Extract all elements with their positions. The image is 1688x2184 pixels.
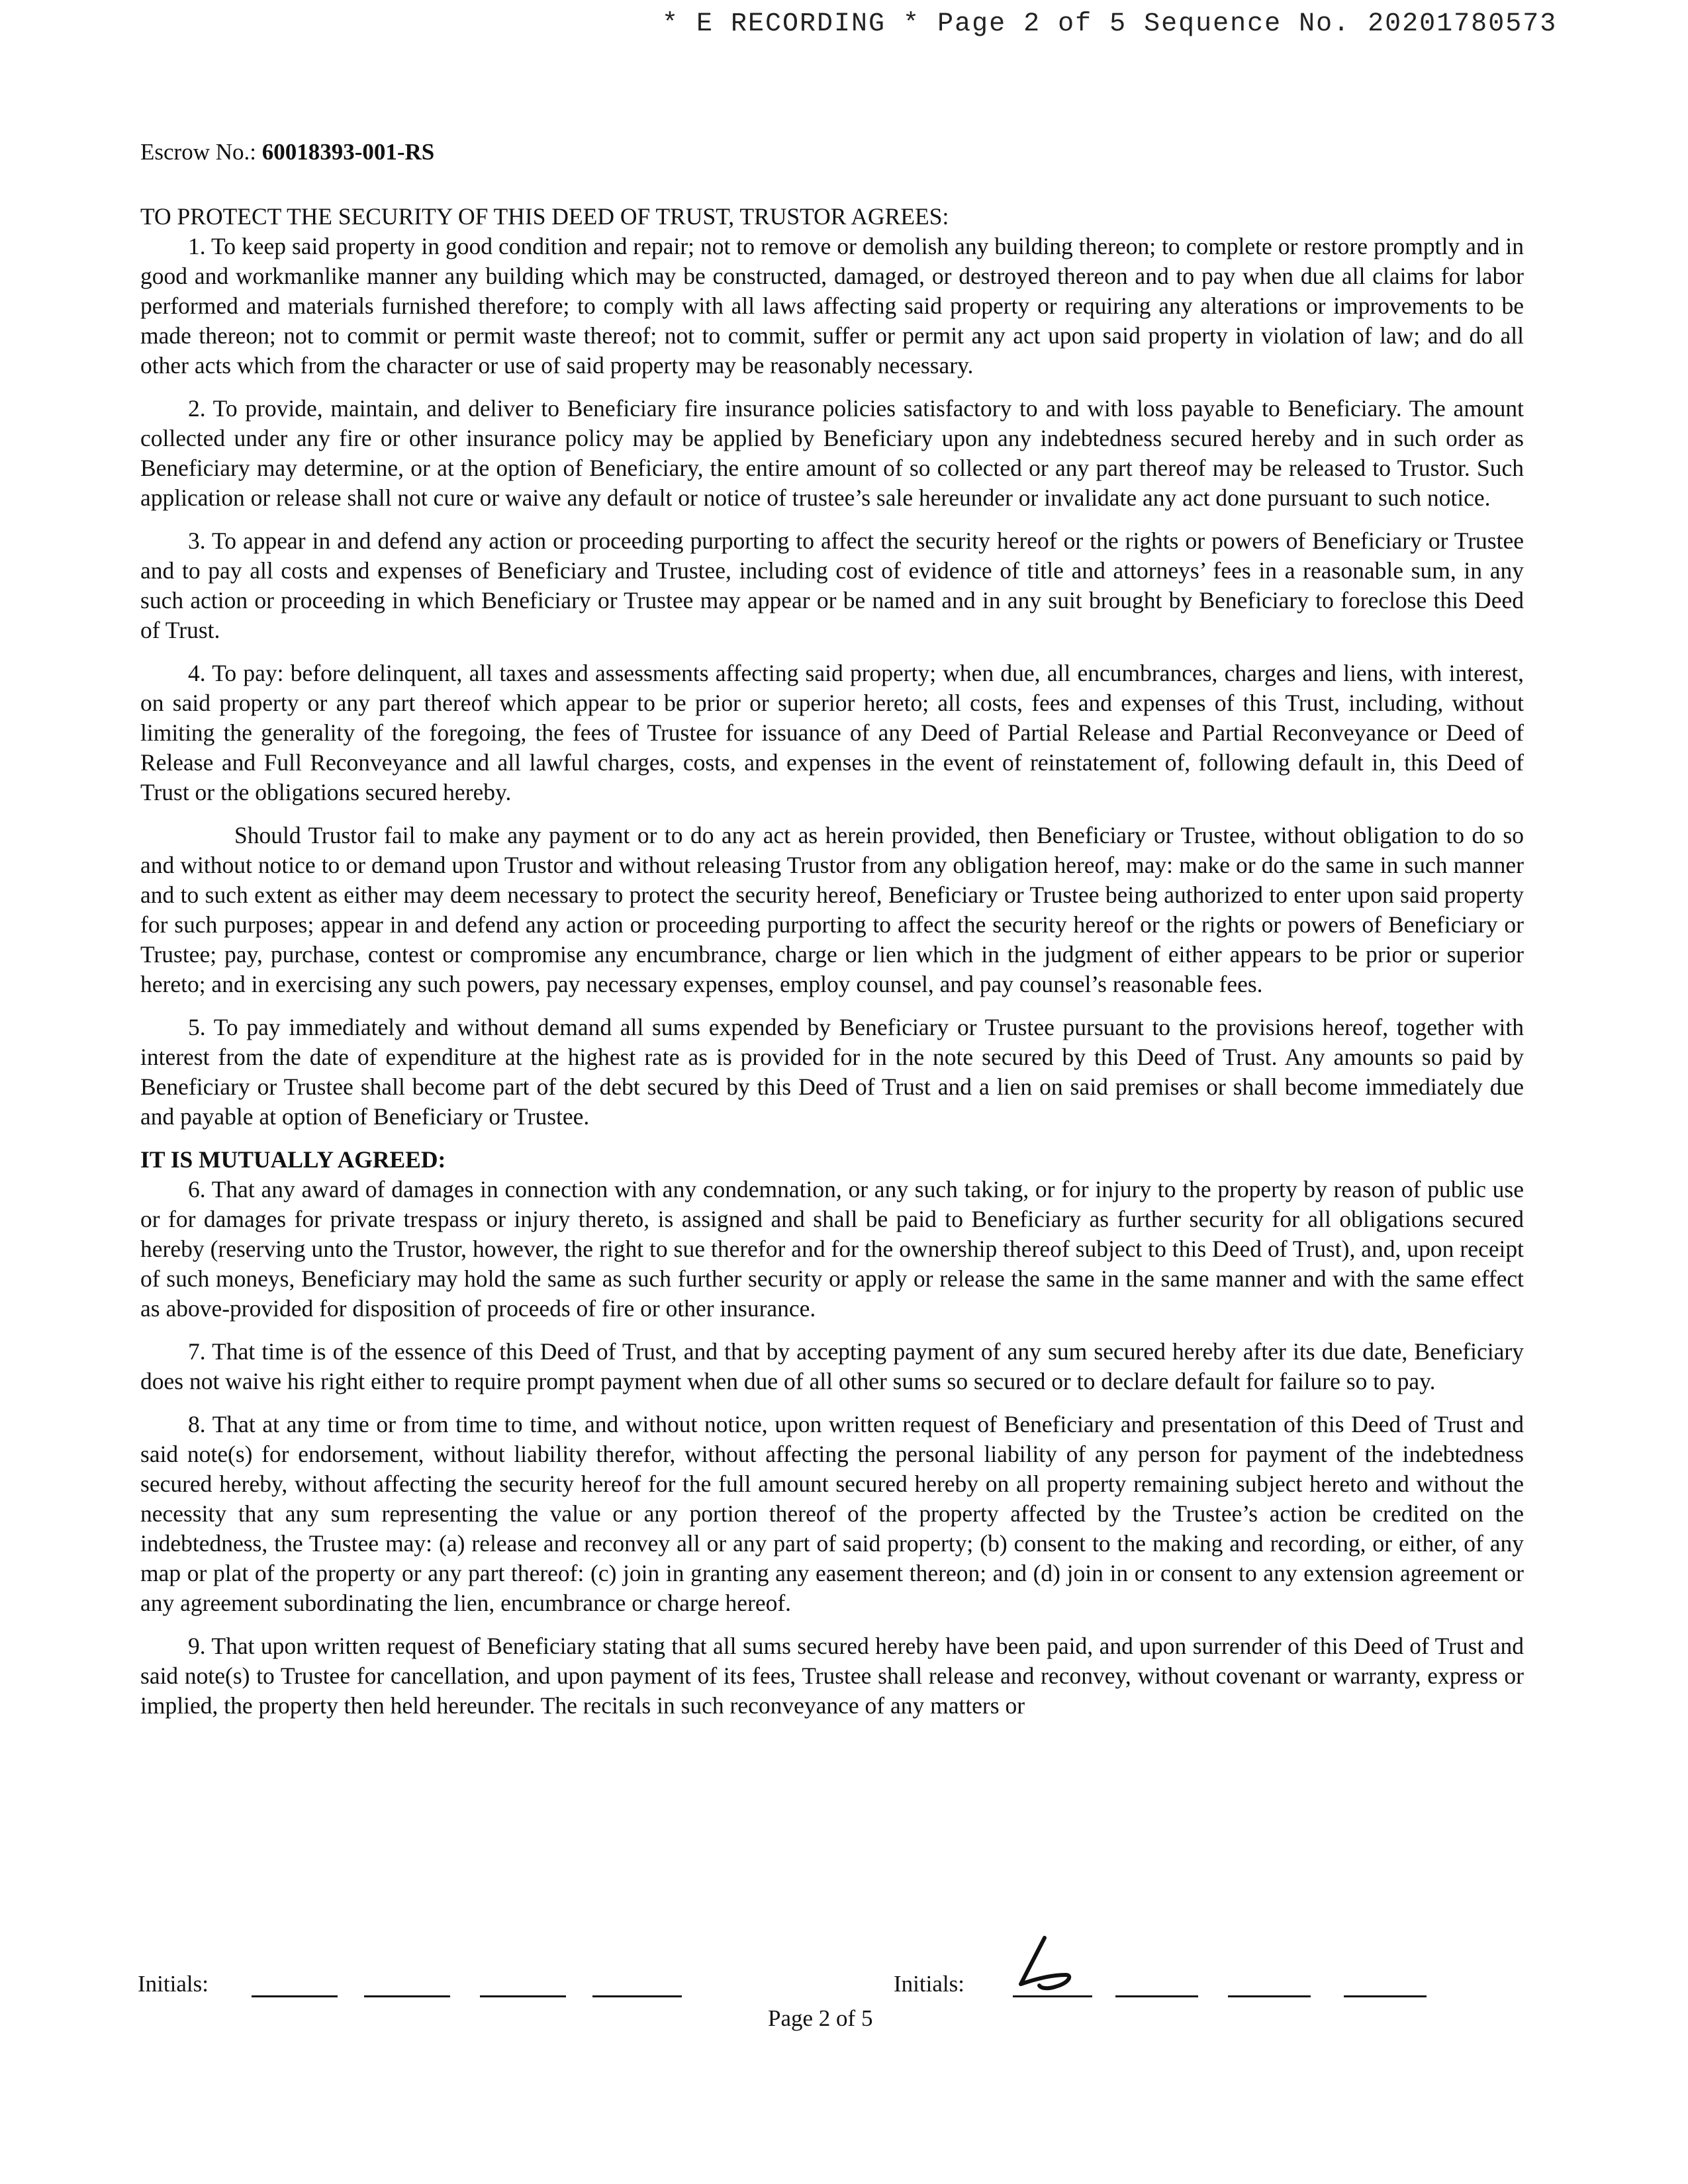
initials-blank[interactable] — [252, 1995, 338, 1997]
paragraph-6: 6. That any award of damages in connection with any condemnation, or any such taking, or for injury to the property by reason of public use or for damages for private trespass or injury thereto, is assigned and shall be paid to Beneficiary as further security for all obligations secured hereby (reserving unto the Trustor, however, the right to sue therefor and for the ownership thereof subject to this Deed of Trust), and, upon receipt of such moneys, Beneficiary may hold the same as such further security or apply or release the same in the same manner and with the same effect as above-provided for disposition of proceeds of fire or other insurance. — [140, 1176, 1524, 1322]
recording-header: * E RECORDING * Page 2 of 5 Sequence No. 20201780573 — [662, 9, 1558, 39]
paragraph-should-trustor-fail: Should Trustor fail to make any payment or to do any act as herein provided, then Beneficiary or Trustee, without obligation to do so and without notice to or demand upon Trustor and without releasing Trustor from any obligation hereof, may: make or do the same in such manner and to such extent as either may deem necessary to protect the security hereof, Beneficiary or Trustee being authorized to enter upon said property for such purposes; appear in and defend any action or proceeding purporting to affect the security hereof or the rights or powers of Beneficiary or Trustee; pay, purchase, contest or compromise any encumbrance, charge or lien which in the judgment of either appears to be prior or superior hereto; and in exercising any such powers, pay necessary expenses, employ counsel, and pay counsel’s reasonable fees. — [140, 822, 1524, 997]
document-body — [140, 202, 1524, 1734]
initials-blank[interactable] — [592, 1995, 682, 1997]
initials-blank[interactable] — [1228, 1995, 1311, 1997]
paragraph-5: 5. To pay immediately and without demand all sums expended by Beneficiary or Trustee pursuant to the provisions hereof, together with interest from the date of expenditure at the highest rate as is provided for in the note secured by this Deed of Trust. Any amounts so paid by Beneficiary or Trustee shall become part of the debt secured by this Deed of Trust and a lien on said premises or shall become immediately due and payable at option of Beneficiary or Trustee. — [140, 1014, 1524, 1130]
paragraph-7: 7. That time is of the essence of this Deed of Trust, and that by accepting payment of any sum secured hereby after its due date, Beneficiary does not waive his right either to require prompt payment when due of all other sums so secured or to declare default for failure so to pay. — [140, 1338, 1524, 1394]
escrow-label: Escrow No.: — [140, 139, 256, 165]
paragraph-9: 9. That upon written request of Beneficiary stating that all sums secured hereby have been paid, and upon surrender of this Deed of Trust and said note(s) to Trustee for cancellation, and upon payment of its fees, Trustee shall release and reconvey, without covenant or warranty, express or implied, the property then held hereunder. The recitals in such reconveyance of any matters or — [140, 1633, 1524, 1719]
initials-blank[interactable] — [1115, 1995, 1198, 1997]
initials-blank[interactable] — [1344, 1995, 1427, 1997]
paragraph-8: 8. That at any time or from time to time, and without notice, upon written request of Beneficiary and presentation of this Deed of Trust and said note(s) for endorsement, without liability therefor, without affecting the personal liability of any person for payment of the indebtedness secured hereby, without affecting the security hereof for the full amount secured hereby on all property remaining subject hereto and without the necessity that any sum representing the value or any portion thereof of the property affected by the Trustee’s action be credited on the indebtedness, the Trustee may: (a) release and reconvey all or any part of said property; (b) consent to the making and recording, or either, of any map or plat of the property or any part thereof: (c) join in granting any easement thereon; and (d) join in or consent to any extension agreement or any agreement subordinating the lien, encumbrance or charge hereof. — [140, 1411, 1524, 1616]
initials-blank[interactable] — [480, 1995, 566, 1997]
paragraph-2: 2. To provide, maintain, and deliver to Beneficiary fire insurance policies satisfactory to and with loss payable to Beneficiary. The amount collected under any fire or other insurance policy may be applied by Beneficiary upon any indebtedness secured hereby and in such order as Beneficiary may determine, or at the option of Beneficiary, the entire amount of so collected or any part thereof may be released to Trustor. Such application or release shall not cure or waive any default or notice of trustee’s sale hereunder or invalidate any act done pursuant to such notice. — [140, 395, 1524, 511]
mutual-heading: IT IS MUTUALLY AGREED: — [140, 1146, 446, 1173]
initials-blank[interactable] — [364, 1995, 450, 1997]
page-number: Page 2 of 5 — [768, 2005, 873, 2031]
paragraph-4: 4. To pay: before delinquent, all taxes and assessments affecting said property; when due, all encumbrances, charges and liens, with interest, on said property or any part thereof which appear to be prior or superior hereto; all costs, fees and expenses of this Trust, including, without limiting the generality of the foregoing, the fees of Trustee for issuance of any Deed of Partial Release and Partial Reconveyance or Deed of Release and Full Reconveyance and all lawful charges, costs, and expenses in the event of reinstatement of, following default in, this Deed of Trust or the obligations secured hereby. — [140, 660, 1524, 805]
paragraph-3: 3. To appear in and defend any action or proceeding purporting to affect the security hereof or the rights or powers of Beneficiary or Trustee and to pay all costs and expenses of Beneficiary and Trustee, including cost of evidence of title and attorneys’ fees in a reasonable sum, in any such action or proceeding in which Beneficiary or Trustee may appear or be named and in any suit brought by Beneficiary to foreclose this Deed of Trust. — [140, 527, 1524, 643]
paragraph-1: 1. To keep said property in good condition and repair; not to remove or demolish any building thereon; to complete or restore promptly and in good and workmanlike manner any building which may be constructed, damaged, or destroyed thereon and to pay when due all claims for labor performed and materials furnished therefore; to comply with all laws affecting said property or requiring any alterations or improvements to be made thereon; not to commit or permit waste thereof; not to commit, suffer or permit any act upon said property in violation of law; and do all other acts which from the character or use of said property may be reasonably necessary. — [140, 233, 1524, 379]
escrow-number: 60018393-001-RS — [261, 139, 435, 165]
initials-left-label: Initials: — [138, 1971, 209, 1997]
initials-right-label: Initials: — [894, 1971, 964, 1997]
escrow-line — [140, 139, 434, 165]
handwritten-initials-signature — [1006, 1933, 1112, 1999]
protect-heading: TO PROTECT THE SECURITY OF THIS DEED OF TRUST, TRUSTOR AGREES: — [140, 203, 949, 230]
